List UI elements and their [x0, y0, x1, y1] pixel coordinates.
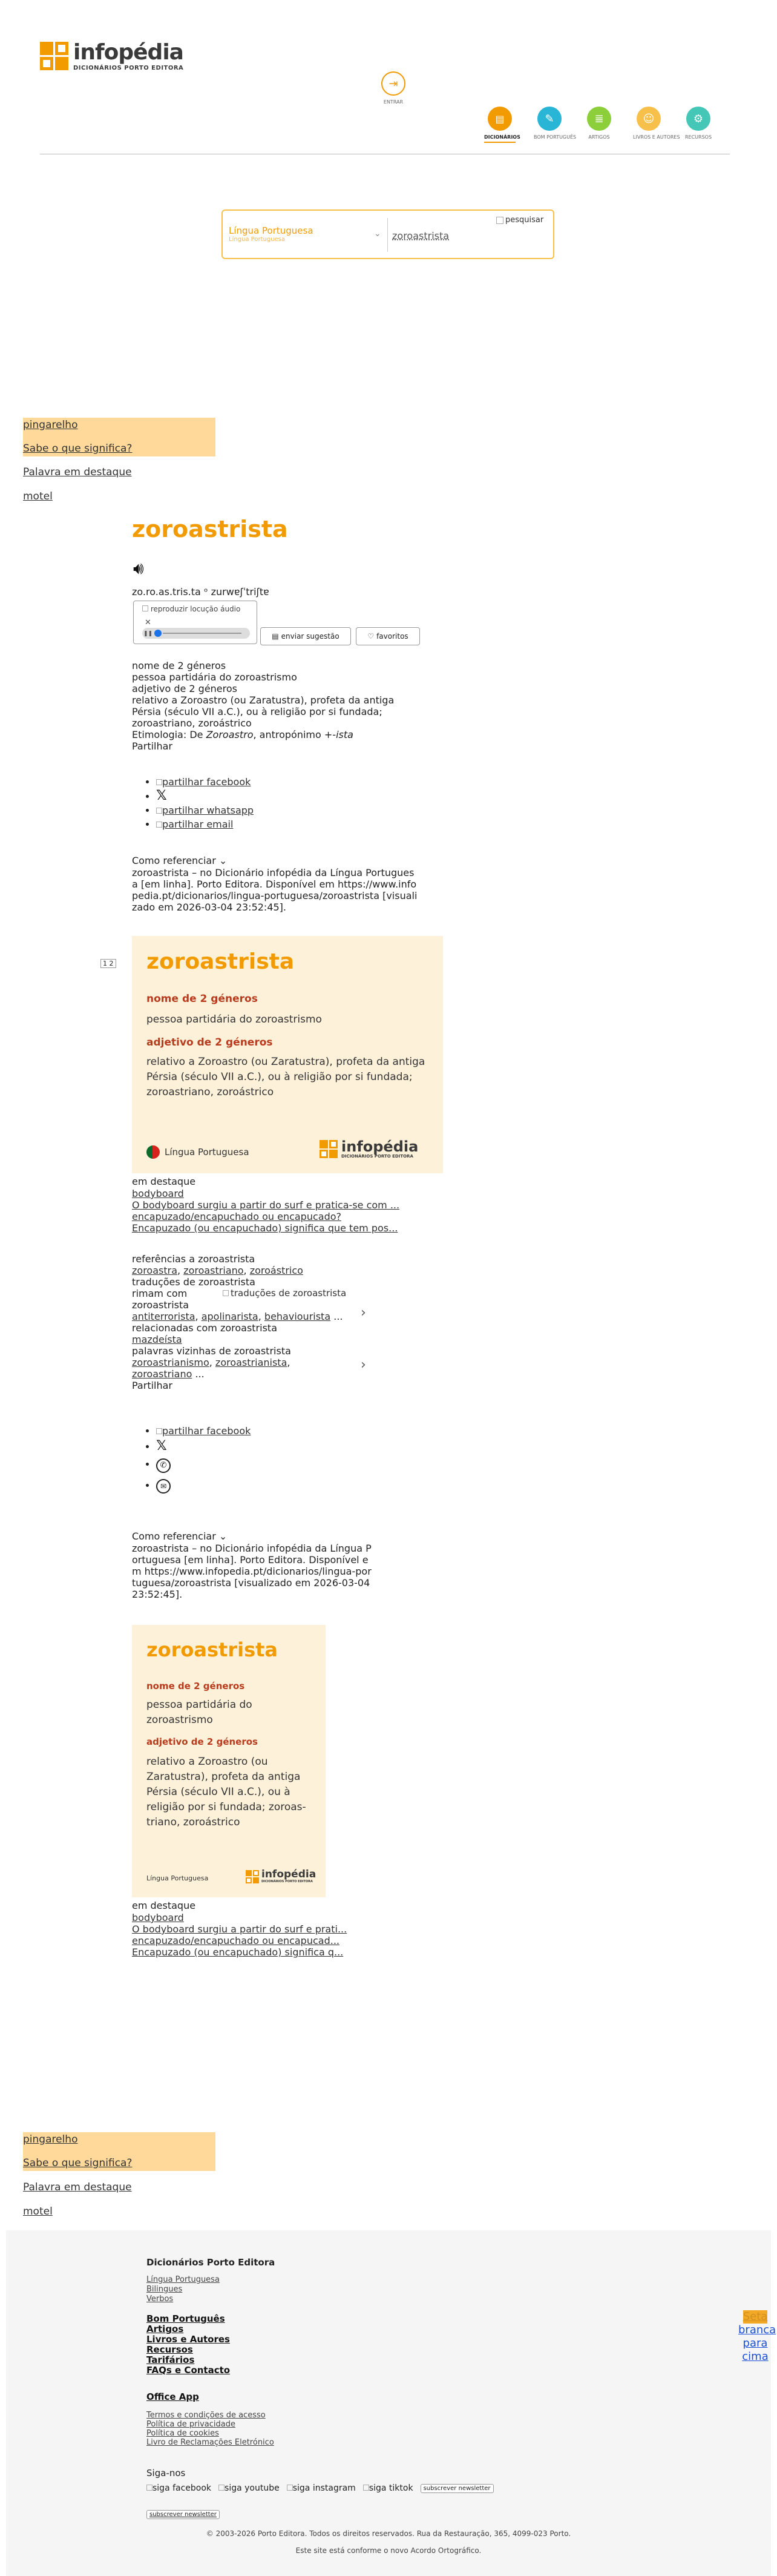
side-menu-item[interactable]: motel [23, 490, 53, 502]
card-language: Língua Portuguesa [146, 1874, 209, 1882]
footer-link[interactable]: Política de cookies [146, 2429, 219, 2438]
instagram-link[interactable]: siga instagram [287, 2483, 356, 2493]
card-language: Língua Portuguesa [146, 1145, 249, 1159]
card-category: adjetivo de 2 géneros [146, 1736, 258, 1747]
pronunciation: ᵒ zurwɐʃˈtriʃtɐ [203, 586, 269, 598]
entry-definitions [132, 660, 422, 752]
related-word[interactable]: mazdeísta [132, 1334, 182, 1345]
email-icon[interactable]: ✉ [156, 1479, 171, 1494]
chevron-right-icon[interactable]: › [361, 1357, 366, 1372]
share-label: Partilhar [132, 740, 172, 752]
card-definition: pessoa partidária do zoroastrismo [146, 1013, 322, 1026]
audio-progress-handle[interactable] [154, 630, 162, 637]
search-button-alt: pesquisar [505, 216, 544, 225]
share-list [132, 776, 422, 832]
side-menu-item[interactable]: pingarelho [23, 419, 78, 431]
person-icon: ☺ [637, 107, 661, 131]
chevron-right-icon[interactable]: › [361, 1305, 366, 1320]
share-whatsapp[interactable] [156, 1458, 374, 1473]
search-bar [221, 209, 554, 259]
etymology: Etimologia: De Zoroastro, antropónimo +-ista [132, 729, 353, 740]
footer-link[interactable]: Tarifários [146, 2354, 195, 2365]
refs-label: referências a zoroastrista [132, 1253, 255, 1265]
nav-label: ARTIGOS [588, 134, 610, 140]
footer-link[interactable]: Bom Português [146, 2313, 225, 2324]
arrow-up-icon [743, 2310, 767, 2324]
x-icon[interactable]: 𝕏 [156, 1438, 167, 1454]
highlight-link[interactable]: encapuzado/encapuchado ou encapucado? [132, 1211, 342, 1222]
x-icon[interactable]: 𝕏 [156, 788, 167, 803]
search-divider [387, 218, 388, 252]
back-to-top-button[interactable]: branca para cima [738, 2310, 772, 2364]
nav-label: DICIONÁRIOS [484, 134, 520, 140]
related-section [132, 1253, 447, 1391]
pronunciation-line [132, 586, 269, 598]
login-icon: ⇥ [381, 71, 405, 96]
highlight-link[interactable]: O bodyboard surgiu a partir do surf e prati... [132, 1923, 347, 1935]
neighbors-list: zoroastrianismo, zoroastrianista, zoroastriano ... [132, 1357, 290, 1380]
nav-item-dictionaries[interactable] [484, 107, 520, 143]
citation-text: zoroastrista – no Dicionário infopédia da Língua Portuguesa [em linha]. Porto Editora. Disponível em https://www.infopedia.pt/dicionarios/lingua-portuguesa/zoroastrista [visualizado em 2026-03-04 23:52:45]. [132, 1543, 372, 1600]
portugal-flag-icon [146, 1145, 160, 1159]
follow-label: Siga-nos [146, 2468, 186, 2479]
chevron-down-icon: ⌄ [218, 855, 228, 866]
card-word: zoroastrista [146, 949, 295, 974]
highlight-link[interactable]: Encapuzado (ou encapuchado) significa que tem pos... [132, 1222, 398, 1234]
tiktok-link[interactable]: siga tiktok [363, 2483, 413, 2493]
audio-image [142, 605, 240, 613]
footer-link[interactable]: FAQs e Contacto [146, 2365, 231, 2376]
side-menu-item[interactable]: Palavra em destaque [23, 2181, 132, 2193]
newsletter-button[interactable]: subscrever newsletter [421, 2484, 494, 2493]
neighbors-label: palavras vizinhas de zoroastrista [132, 1345, 291, 1357]
footer-link[interactable]: Política de privacidade [146, 2420, 235, 2429]
footer-main-links [146, 2314, 230, 2376]
nav-label: BOM PORTUGUÊS [534, 134, 577, 140]
nav-item-bom-portugues[interactable] [534, 107, 577, 143]
nav-active-underline [484, 142, 516, 143]
highlight-link[interactable]: bodyboard [132, 1188, 184, 1199]
share-email[interactable] [156, 1479, 374, 1494]
nav-item-resources[interactable] [683, 107, 714, 143]
how-to-cite-toggle[interactable]: Como referenciar ⌄ [132, 1530, 228, 1542]
heart-icon: ♡ [367, 632, 375, 641]
audio-progress-line [163, 633, 241, 634]
dictionary-select[interactable] [229, 225, 386, 243]
broken-image-icon [223, 1290, 229, 1296]
chevron-down-icon: ⌄ [374, 229, 381, 239]
refs-list: zoroastra, zoroastriano, zoroástrico [132, 1265, 303, 1276]
footer-legal [146, 2411, 274, 2447]
side-menu-item[interactable]: Palavra em destaque [23, 466, 132, 478]
suggest-button[interactable] [260, 627, 351, 645]
side-menu-item[interactable]: Sabe o que significa? [23, 443, 133, 455]
grammar-category: adjetivo de 2 géneros [132, 683, 237, 694]
highlights-label: em destaque [132, 1900, 196, 1911]
footer-link[interactable]: Termos e condições de acesso [146, 2411, 266, 2420]
share-label: Partilhar [132, 1380, 172, 1391]
highlights-list [132, 1188, 430, 1234]
translations-image[interactable]: traduções de zoroastrista [223, 1288, 346, 1311]
card-pager[interactable]: 1 2 [100, 959, 116, 968]
youtube-link[interactable]: siga youtube [218, 2483, 280, 2493]
office-app-link[interactable]: Office App [146, 2391, 199, 2402]
nav-label: RECURSOS [684, 134, 712, 140]
nav-label: LIVROS E AUTORES [633, 134, 680, 140]
rhymes-block: rimam com zoroastrista traduções de zoroastrista [132, 1288, 347, 1311]
newsletter-link[interactable]: subscrever newsletter [146, 2510, 220, 2519]
nav-item-articles[interactable] [583, 107, 615, 143]
footer-link[interactable]: Bilingues [146, 2285, 183, 2294]
logo-icon [40, 42, 68, 70]
logo-subtitle: DICIONÁRIOS PORTO EDITORA [73, 65, 184, 71]
share-facebook[interactable]: • partilhar facebook [156, 776, 422, 788]
footer-link[interactable]: Livro de Reclamações Eletrónico [146, 2438, 274, 2447]
footer [6, 2230, 771, 2576]
broken-image-icon [142, 605, 148, 611]
dictionary-select-sublabel: Língua Portuguesa [229, 236, 286, 243]
definition: relativo a Zoroastro (ou Zaratustra), profeta da antiga Pérsia (século VII a.C.), ou à religião por si fundada; zoroastriano, zoroástrico [132, 694, 395, 729]
card-category: nome de 2 géneros [146, 993, 258, 1005]
card-brand-logo: infopédia DICIONÁRIOS PORTO EDITORA [320, 1139, 418, 1159]
translations-label: traduções de zoroastrista [132, 1276, 255, 1288]
dictionary-select-label: Língua Portuguesa [229, 225, 313, 236]
card-category: adjetivo de 2 géneros [146, 1036, 273, 1049]
card-brand-logo: infopédia DICIONÁRIOS PORTO EDITORA [246, 1869, 316, 1883]
highlight-link[interactable]: O bodyboard surgiu a partir do surf e pratica-se com ... [132, 1199, 400, 1211]
card-definition: relativo a Zoroastro (ou Zaratustra), profeta da antiga Pérsia (século VII a.C.), ou à religião por si fundada; zoroastriano, zoroástrico [146, 1756, 306, 1828]
logo-icon [320, 1140, 338, 1158]
citation-text: zoroastrista – no Dicionário infopédia da Língua Portuguesa [em linha]. Porto Editora. Disponível em https://www.infopedia.pt/dicionarios/lingua-portuguesa/zoroastrista [visualizado em 2026-03-04 23:52:45]. [132, 867, 418, 913]
highlight-link[interactable]: bodyboard [132, 1912, 184, 1923]
document-icon: ≣ [587, 107, 611, 131]
card-category: nome de 2 géneros [146, 1681, 245, 1692]
footer-link[interactable]: Recursos [146, 2344, 193, 2355]
speaker-icon[interactable]: 🔊︎ [133, 558, 144, 578]
book-icon: ▤ [488, 107, 512, 131]
rhymes-list: antiterrorista, apolinarista, behaviourista ... [132, 1311, 343, 1322]
how-to-cite-toggle[interactable]: Como referenciar ⌄ [132, 855, 228, 866]
message-icon: ▤ [272, 632, 279, 641]
search-button[interactable] [496, 216, 543, 225]
pause-icon[interactable]: ❚❚ [143, 631, 153, 637]
share-whatsapp[interactable]: • partilhar whatsapp [156, 805, 422, 816]
login-label: ENTRAR [383, 99, 404, 105]
logo-title: infopédia [73, 40, 183, 65]
highlights-list [132, 1912, 372, 1958]
audio-progress-track[interactable] [142, 628, 250, 639]
audio-player [133, 601, 257, 644]
card-definition: pessoa partidária do zoroastrismo [146, 1699, 252, 1726]
footer-link[interactable]: Artigos [146, 2324, 184, 2334]
syllables: zo.ro.as.tris.ta [132, 586, 201, 598]
card-definition: relativo a Zoroastro (ou Zaratustra), profeta da antiga Pérsia (século VII a.C.), ou à religião por si fundada; zoroastriano, zoroástrico [146, 1056, 425, 1098]
highlights-label: em destaque [132, 1176, 196, 1187]
copyright: © 2003-2026 Porto Editora. Todos os direitos reservados. Rua da Restauração, 365, 4099-023 Porto. [206, 2529, 571, 2538]
entry-word-title: zoroastrista [132, 516, 288, 542]
login-button[interactable] [380, 71, 407, 105]
footer-link[interactable]: Verbos [146, 2294, 174, 2304]
footer-title: Dicionários Porto Editora [146, 2257, 275, 2268]
favorites-button[interactable] [356, 627, 420, 645]
highlight-link[interactable]: encapuzado/encapuchado ou encapucad... [132, 1935, 339, 1946]
share-email[interactable]: • partilhar email [156, 819, 422, 830]
share-facebook[interactable]: • partilhar facebook [156, 1425, 374, 1437]
audio-alt-text: reproduzir locução áudio [150, 605, 241, 613]
footer-dictionaries [146, 2275, 220, 2304]
orthography-note: Este site está conforme o novo Acordo Ortográfico. [295, 2546, 482, 2555]
footer-link[interactable]: Livros e Autores [146, 2334, 230, 2345]
share-x[interactable] [156, 1440, 374, 1452]
related-label: relacionadas com zoroastrista [132, 1322, 277, 1334]
share-list-icons [132, 1425, 374, 1496]
close-icon[interactable]: ✕ [145, 618, 151, 627]
pencil-icon: ✎ [537, 107, 562, 131]
social-links [146, 2483, 494, 2493]
site-logo[interactable] [40, 40, 183, 71]
side-menu-item[interactable]: pingarelho [23, 2133, 78, 2146]
grammar-category: nome de 2 géneros [132, 660, 226, 671]
logo-icon [246, 1870, 259, 1883]
nav-item-books-authors[interactable] [633, 107, 680, 143]
chevron-down-icon: ⌄ [218, 1530, 228, 1542]
tools-icon: ⚙ [686, 107, 710, 131]
side-menu-item[interactable]: motel [23, 2205, 53, 2218]
main-nav [484, 107, 714, 143]
facebook-link[interactable]: siga facebook [146, 2483, 211, 2493]
definition-card-compact [132, 1625, 326, 1897]
whatsapp-icon[interactable]: ✆ [156, 1458, 171, 1473]
search-input[interactable]: zoroastrista [392, 230, 450, 242]
suggest-button-label: enviar sugestão [281, 632, 339, 641]
card-word: zoroastrista [146, 1638, 278, 1661]
definition: pessoa partidária do zoroastrismo [132, 671, 297, 683]
footer-link[interactable]: Língua Portuguesa [146, 2275, 220, 2284]
definition-card [132, 936, 443, 1173]
share-x[interactable] [156, 790, 422, 802]
highlight-link[interactable]: Encapuzado (ou encapuchado) significa q... [132, 1946, 344, 1958]
broken-image-icon [496, 217, 503, 224]
side-menu-item[interactable]: Sabe o que significa? [23, 2157, 133, 2169]
favorites-button-label: favoritos [376, 632, 408, 641]
